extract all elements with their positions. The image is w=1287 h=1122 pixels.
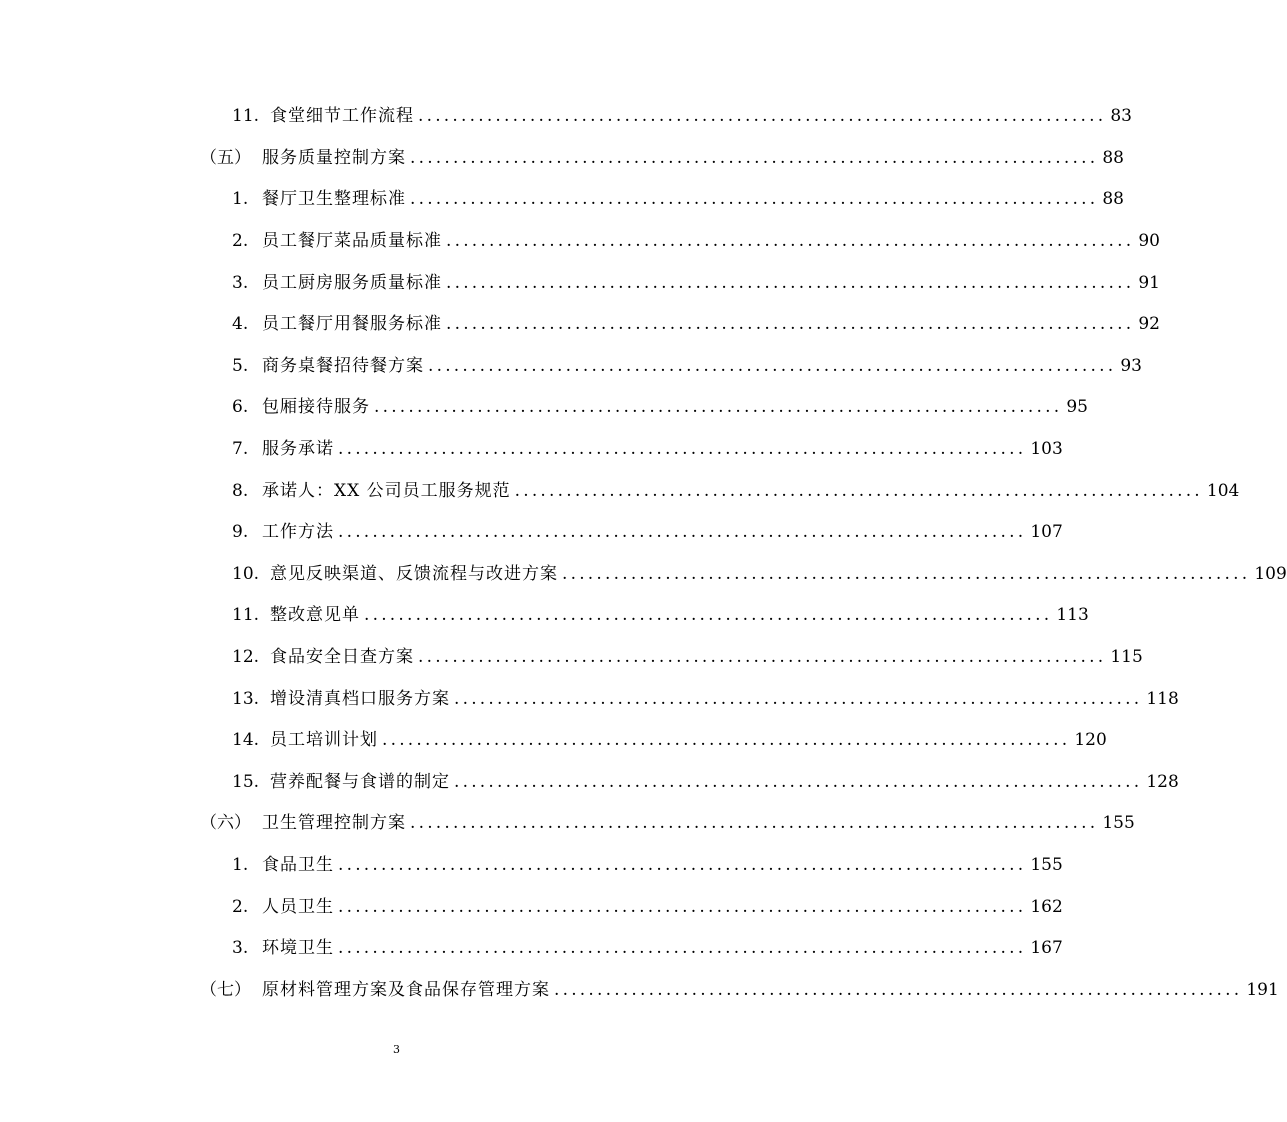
toc-leader-dots: ................................................................................ xyxy=(446,231,1135,252)
toc-entry-number: 2. xyxy=(232,231,249,252)
toc-leader-dots: ................................................................................ xyxy=(410,813,1099,834)
toc-entry[interactable] xyxy=(0,969,1279,1011)
toc-entry-line xyxy=(270,771,1179,792)
toc-entry-number: 5. xyxy=(232,355,249,376)
toc-leader-dots: ................................................................................ xyxy=(338,439,1027,460)
toc-entry-line xyxy=(262,147,1124,168)
toc-entry-page: 167 xyxy=(1030,938,1063,959)
toc-entry-page: 88 xyxy=(1102,189,1124,210)
toc-entry-number: 7. xyxy=(232,439,249,460)
toc-entry[interactable] xyxy=(0,387,1088,429)
toc-entry-number: 2. xyxy=(232,896,249,917)
toc-leader-dots: ................................................................................ xyxy=(454,688,1143,709)
toc-entry-line xyxy=(262,813,1135,834)
toc-entry-number: 3. xyxy=(232,272,249,293)
toc-entry-number: 1. xyxy=(232,854,249,875)
toc-entry-number: 9. xyxy=(232,522,249,543)
toc-entry-page: 191 xyxy=(1246,979,1279,1000)
toc-leader-dots: ................................................................................ xyxy=(338,522,1027,543)
table-of-contents xyxy=(0,96,1287,1011)
toc-entry-page: 88 xyxy=(1102,147,1124,168)
toc-entry[interactable] xyxy=(0,762,1179,804)
toc-entry-number: （六） xyxy=(200,813,251,834)
toc-entry-title: 原材料管理方案及食品保存管理方案 xyxy=(262,979,550,1000)
toc-entry[interactable] xyxy=(0,429,1063,471)
toc-leader-dots: ................................................................................ xyxy=(418,647,1107,668)
toc-leader-dots: ................................................................................ xyxy=(338,938,1027,959)
toc-leader-dots: ................................................................................ xyxy=(374,397,1063,418)
toc-leader-dots: ................................................................................ xyxy=(562,563,1251,584)
toc-entry-title: 餐厅卫生整理标准 xyxy=(262,189,406,210)
toc-entry[interactable] xyxy=(0,96,1132,138)
toc-entry-line xyxy=(262,938,1063,959)
toc-leader-dots: ................................................................................ xyxy=(410,147,1099,168)
toc-leader-dots: ................................................................................ xyxy=(410,189,1099,210)
toc-entry-title: 增设清真档口服务方案 xyxy=(270,688,450,709)
toc-entry-title: 人员卫生 xyxy=(262,896,334,917)
toc-entry[interactable] xyxy=(0,512,1063,554)
toc-entry-page: 115 xyxy=(1110,647,1143,668)
toc-entry[interactable] xyxy=(0,221,1160,263)
toc-entry-number: 13. xyxy=(232,688,260,709)
toc-entry-title: 营养配餐与食谱的制定 xyxy=(270,771,450,792)
toc-entry-title: 员工厨房服务质量标准 xyxy=(262,272,442,293)
toc-entry-number: （五） xyxy=(200,147,251,168)
toc-entry-page: 128 xyxy=(1146,771,1179,792)
toc-entry-number: 3. xyxy=(232,938,249,959)
toc-entry[interactable] xyxy=(0,304,1160,346)
toc-entry-line xyxy=(262,854,1063,875)
toc-entry-title: 卫生管理控制方案 xyxy=(262,813,406,834)
toc-entry-title: 食堂细节工作流程 xyxy=(270,106,414,127)
toc-leader-dots: ................................................................................ xyxy=(418,106,1107,127)
toc-entry-page: 104 xyxy=(1206,480,1240,501)
toc-entry-number: 10. xyxy=(232,563,260,584)
toc-entry-number: 8. xyxy=(232,480,249,501)
toc-entry-number: 14. xyxy=(232,730,260,751)
toc-entry-title: 员工培训计划 xyxy=(270,730,378,751)
toc-entry[interactable] xyxy=(0,928,1063,970)
toc-entry-line xyxy=(270,106,1132,127)
toc-entry-page: 83 xyxy=(1110,106,1132,127)
toc-entry-line xyxy=(262,480,1240,501)
toc-entry-line xyxy=(270,730,1107,751)
toc-entry-title: 员工餐厅菜品质量标准 xyxy=(262,231,442,252)
toc-entry-title: 承诺人：XX 公司员工服务规范 xyxy=(262,480,511,501)
toc-entry[interactable] xyxy=(0,346,1142,388)
toc-leader-dots: ................................................................................ xyxy=(554,979,1243,1000)
toc-entry-line xyxy=(262,355,1142,376)
toc-entry-page: 90 xyxy=(1138,231,1160,252)
page-number: 3 xyxy=(393,1043,400,1056)
toc-entry-title: 服务承诺 xyxy=(262,439,334,460)
toc-leader-dots: ................................................................................ xyxy=(338,854,1027,875)
toc-leader-dots: ................................................................................ xyxy=(446,314,1135,335)
toc-entry-line xyxy=(262,397,1088,418)
toc-entry-line xyxy=(262,439,1063,460)
toc-leader-dots: ................................................................................ xyxy=(514,480,1203,501)
toc-entry-number: 4. xyxy=(232,314,249,335)
toc-entry-number: 15. xyxy=(232,771,260,792)
toc-entry-title: 工作方法 xyxy=(262,522,334,543)
toc-entry-page: 93 xyxy=(1120,355,1142,376)
toc-entry-page: 162 xyxy=(1030,896,1063,917)
toc-leader-dots: ................................................................................ xyxy=(446,272,1135,293)
toc-entry[interactable] xyxy=(0,138,1124,180)
toc-entry[interactable] xyxy=(0,554,1287,596)
toc-entry-title: 意见反映渠道、反馈流程与改进方案 xyxy=(270,563,558,584)
toc-entry[interactable] xyxy=(0,845,1063,887)
toc-entry-page: 155 xyxy=(1102,813,1135,834)
toc-leader-dots: ................................................................................ xyxy=(454,771,1143,792)
toc-entry-page: 95 xyxy=(1066,397,1088,418)
toc-entry[interactable] xyxy=(0,720,1107,762)
toc-entry-title: 食品卫生 xyxy=(262,854,334,875)
toc-entry-number: 11. xyxy=(232,605,260,626)
toc-entry-number: 6. xyxy=(232,397,249,418)
toc-entry-line xyxy=(270,563,1287,584)
toc-entry-number: 1. xyxy=(232,189,249,210)
toc-entry[interactable] xyxy=(0,886,1063,928)
toc-entry-page: 92 xyxy=(1138,314,1160,335)
toc-entry-page: 118 xyxy=(1146,688,1179,709)
toc-entry-title: 员工餐厅用餐服务标准 xyxy=(262,314,442,335)
toc-entry-line xyxy=(262,231,1160,252)
toc-entry[interactable] xyxy=(0,678,1179,720)
toc-entry-line xyxy=(262,272,1160,293)
toc-entry-number: 12. xyxy=(232,647,260,668)
toc-leader-dots: ................................................................................ xyxy=(338,896,1027,917)
toc-leader-dots: ................................................................................ xyxy=(382,730,1071,751)
toc-entry-page: 155 xyxy=(1030,854,1063,875)
toc-entry-line xyxy=(270,688,1179,709)
toc-entry-page: 120 xyxy=(1074,730,1107,751)
toc-entry-title: 商务桌餐招待餐方案 xyxy=(262,355,424,376)
toc-entry-line xyxy=(262,896,1063,917)
toc-entry-line xyxy=(270,647,1143,668)
toc-entry-page: 113 xyxy=(1056,605,1089,626)
toc-entry-number: （七） xyxy=(200,979,251,1000)
toc-entry[interactable] xyxy=(0,637,1143,679)
toc-entry-page: 91 xyxy=(1138,272,1160,293)
toc-entry[interactable] xyxy=(0,803,1135,845)
toc-entry-title: 包厢接待服务 xyxy=(262,397,370,418)
toc-entry-title: 食品安全日查方案 xyxy=(270,647,414,668)
toc-entry-title: 整改意见单 xyxy=(270,605,360,626)
toc-entry-number: 11. xyxy=(232,106,260,127)
toc-entry-page: 103 xyxy=(1030,439,1063,460)
toc-entry-page: 109 xyxy=(1254,563,1287,584)
toc-entry-line xyxy=(262,314,1160,335)
toc-entry-title: 服务质量控制方案 xyxy=(262,147,406,168)
toc-leader-dots: ................................................................................ xyxy=(364,605,1053,626)
toc-entry-line xyxy=(270,605,1089,626)
toc-entry[interactable] xyxy=(0,595,1089,637)
toc-entry-line xyxy=(262,189,1124,210)
toc-entry-line xyxy=(262,979,1279,1000)
toc-entry-page: 107 xyxy=(1030,522,1063,543)
toc-entry-title: 环境卫生 xyxy=(262,938,334,959)
toc-entry[interactable] xyxy=(0,179,1124,221)
toc-leader-dots: ................................................................................ xyxy=(428,355,1117,376)
toc-entry-line xyxy=(262,522,1063,543)
toc-entry[interactable] xyxy=(0,470,1240,512)
toc-entry[interactable] xyxy=(0,262,1160,304)
